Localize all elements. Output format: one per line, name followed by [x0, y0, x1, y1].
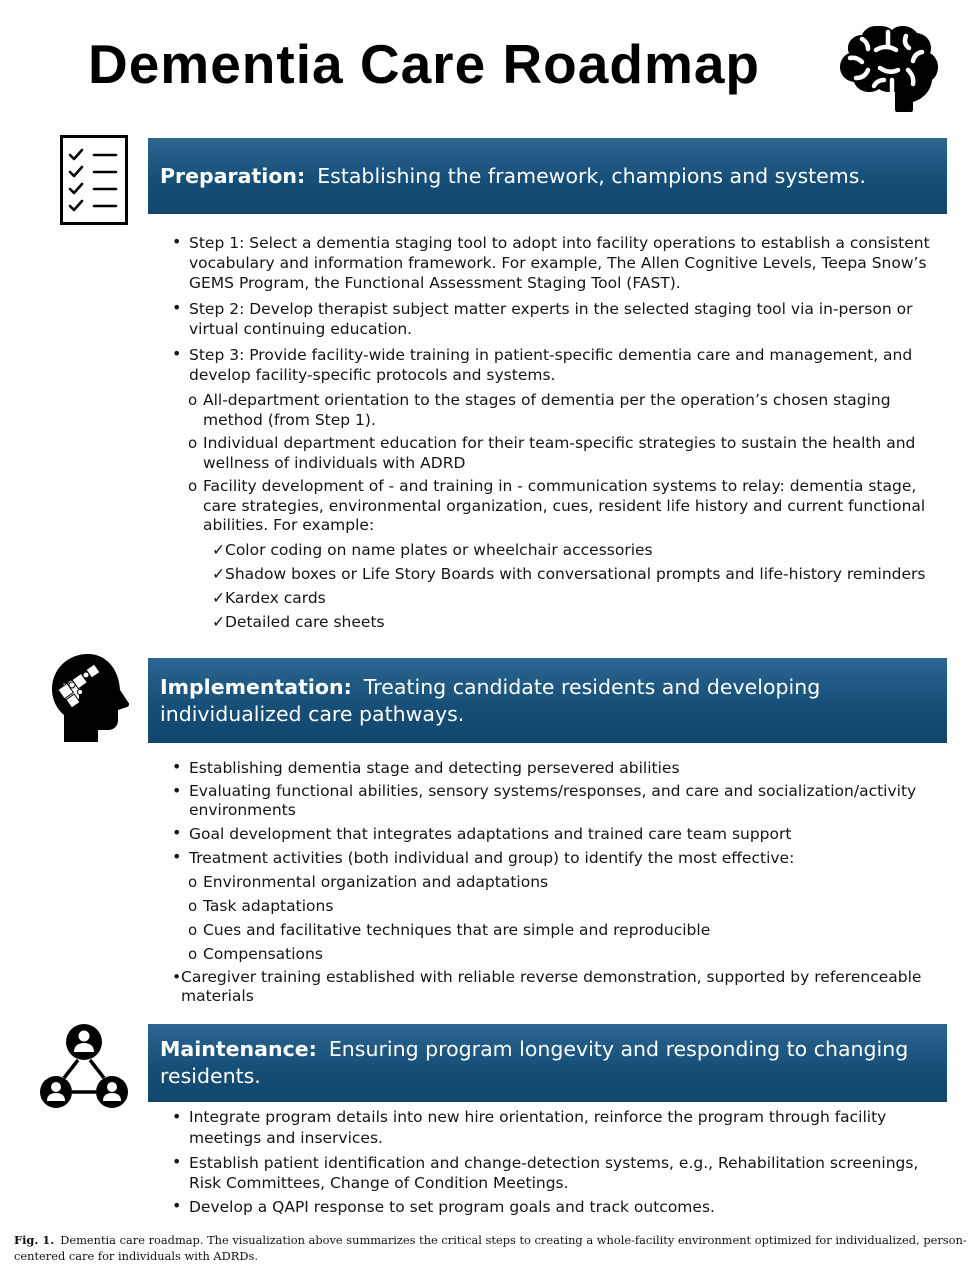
bullet-marker: • [172, 847, 182, 866]
people-network-icon [40, 1022, 128, 1110]
bullet-marker: • [172, 1152, 182, 1171]
implementation-list [172, 758, 942, 1012]
bullet-marker: • [172, 232, 182, 251]
brain-icon [836, 20, 940, 112]
bullet-marker: • [172, 298, 182, 317]
preparation-description: Establishing the framework, champions and systems. [317, 163, 866, 188]
sub-list-item: o Compensations [188, 945, 323, 963]
maintenance-banner [148, 1024, 947, 1102]
check-list-item: ✓ Shadow boxes or Life Story Boards with conversational prompts and life-history reminders [212, 564, 926, 583]
circle-marker: o [188, 873, 198, 891]
bullet-marker: • [172, 968, 182, 986]
bullet-marker: • [172, 1196, 182, 1215]
list-item: • Treatment activities (both individual and group) to identify the most effective: [172, 847, 795, 867]
circle-marker: o [188, 391, 198, 409]
implementation-description: Treating candidate residents and developing individualized care pathways. [160, 674, 821, 726]
figure-label: Fig. 1. [14, 1233, 55, 1247]
maintenance-list [172, 1107, 942, 1223]
figure-caption [14, 1232, 972, 1264]
sub-list-item: o Task adaptations [188, 897, 334, 915]
checkmark-icon: ✓ [212, 564, 225, 583]
checklist-icon [60, 135, 128, 225]
preparation-list [172, 233, 942, 636]
circle-marker: o [188, 921, 198, 939]
list-item: • Develop a QAPI response to set program goals and track outcomes. [172, 1196, 715, 1216]
circle-marker: o [188, 477, 198, 495]
sub-list-item: o Facility development of - and training in - communication systems to relay: dementia stage, care strategies, environmental organization, cues, resident life history and current functional abilities. For example: [188, 477, 926, 534]
bullet-marker: • [172, 781, 182, 800]
checkmark-icon: ✓ [212, 540, 225, 559]
preparation-banner [148, 138, 947, 214]
circle-marker: o [188, 434, 198, 452]
list-item: • Integrate program details into new hire orientation, reinforce the program through facility meetings and inservices. [172, 1107, 887, 1147]
bullet-marker: • [172, 757, 182, 776]
list-item: • Step 3: Provide facility-wide training in patient-specific dementia care and management, and develop facility-specific protocols and systems. [172, 344, 913, 384]
list-item: • Evaluating functional abilities, sensory systems/responses, and care and socialization/activity environments [172, 781, 917, 819]
checkmark-icon: ✓ [212, 612, 225, 631]
check-list-item: ✓ Detailed care sheets [212, 612, 385, 631]
list-item: • Caregiver training established with reliable reverse demonstration, supported by referenceable materials [172, 968, 922, 1005]
sub-list-item: o All-department orientation to the stages of dementia per the operation’s chosen staging method (from Step 1). [188, 391, 891, 429]
page-title: Dementia Care Roadmap [88, 33, 761, 95]
list-item: • Step 2: Develop therapist subject matter experts in the selected staging tool via in-person or virtual continuing education. [172, 298, 913, 338]
bullet-marker: • [172, 344, 182, 363]
caption-text: Dementia care roadmap. The visualization above summarizes the critical steps to creating a whole-facility environment optimized for individualized, person-centered care for individuals with ADRDs. [14, 1233, 967, 1263]
check-list-item: ✓ Color coding on name plates or wheelchair accessories [212, 540, 653, 559]
sub-list-item: o Cues and facilitative techniques that are simple and reproducible [188, 921, 711, 939]
bullet-marker: • [172, 1107, 182, 1126]
maintenance-description: Ensuring program longevity and responding to changing residents. [160, 1037, 909, 1088]
check-list-item: ✓ Kardex cards [212, 588, 326, 607]
list-item: • Step 1: Select a dementia staging tool to adopt into facility operations to establish a consistent vocabulary and information framework. For example, The Allen Cognitive Levels, Teepa Snow’s GEMS Program, the Functional Assessment Staging Tool (FAST). [172, 232, 930, 292]
implementation-label: Implementation: [160, 674, 352, 699]
maintenance-label: Maintenance: [160, 1037, 317, 1061]
list-item: • Establishing dementia stage and detecting persevered abilities [172, 757, 680, 777]
sub-list-item: o Individual department education for their team-specific strategies to sustain the health and wellness of individuals with ADRD [188, 434, 916, 472]
checkmark-icon: ✓ [212, 588, 225, 607]
preparation-label: Preparation: [160, 163, 306, 188]
sub-list-item: o Environmental organization and adaptations [188, 873, 549, 891]
head-puzzle-icon [48, 652, 130, 744]
list-item: • Establish patient identification and change-detection systems, e.g., Rehabilitation screenings, Risk Committees, Change of Condition Meetings. [172, 1152, 919, 1192]
circle-marker: o [188, 945, 198, 963]
implementation-banner [148, 658, 947, 743]
circle-marker: o [188, 897, 198, 915]
bullet-marker: • [172, 823, 182, 842]
list-item: • Goal development that integrates adaptations and trained care team support [172, 823, 792, 843]
